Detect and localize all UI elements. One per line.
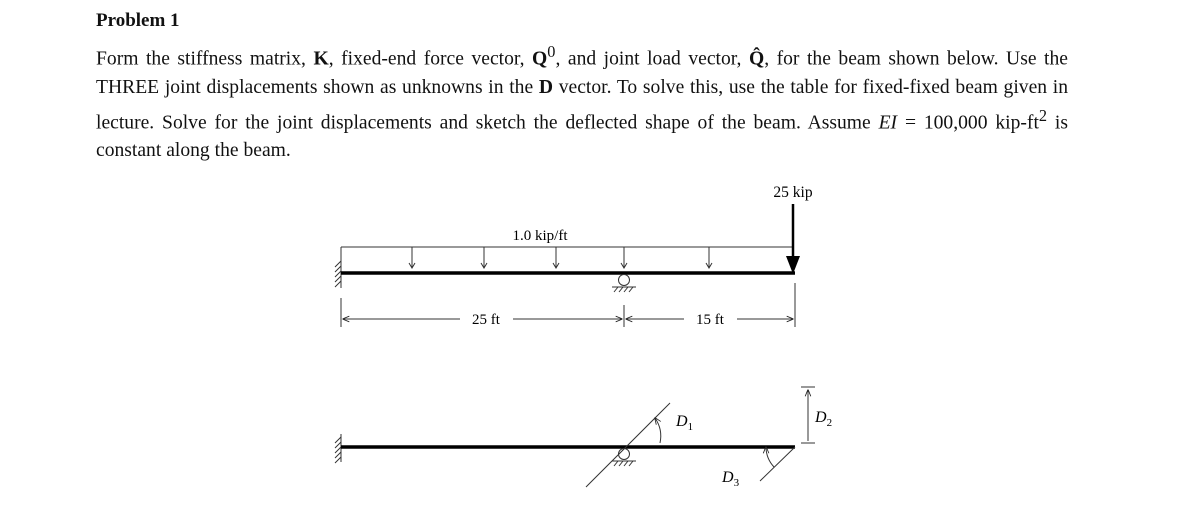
fixed-support-left-lower — [335, 434, 341, 463]
statement-text-7: is constant along the beam. — [96, 112, 1068, 162]
statement-text-4: , for the beam shown below. Use the THREE joint displacements shown as unknowns in the — [96, 48, 1068, 98]
rotation-d3-indicator — [760, 447, 795, 481]
stiffness-matrix-symbol: K — [313, 48, 329, 70]
joint-load-symbol: Q̂ — [748, 48, 765, 70]
point-load-label: 25 kip — [773, 184, 813, 201]
statement-text-1: Form the stiffness matrix, — [96, 48, 314, 70]
ft-squared-superscript: 2 — [1038, 105, 1048, 125]
displacement-vector-symbol: D — [538, 76, 554, 98]
problem-title: Problem 1 — [96, 10, 180, 31]
statement-text-6: = 100,000 kip-ft — [897, 112, 1039, 134]
d2-label: $D_2$ — [815, 409, 833, 429]
translation-d2-indicator — [801, 387, 815, 443]
span-2-dimension: 15 ft — [696, 312, 724, 328]
point-load-arrow — [786, 204, 800, 274]
statement-text-3: , and joint load vector, — [555, 48, 749, 70]
fixed-end-force-superscript: 0 — [547, 42, 556, 61]
fixed-end-force-symbol: Q — [532, 48, 548, 70]
distributed-load — [341, 247, 793, 268]
statement-text-2: , fixed-end force vector, — [328, 48, 533, 70]
d3-label: $D_3$ — [722, 469, 740, 489]
dimension-line — [341, 283, 795, 327]
rotation-d1-indicator — [586, 403, 670, 487]
ei-symbol: EI — [878, 112, 898, 134]
fixed-support-left — [335, 258, 341, 288]
pin-support-middle — [612, 275, 636, 293]
d1-label: $D_1$ — [676, 413, 694, 433]
statement-text-5: vector. To solve this, use the table for fixed-fixed beam given in lecture. Solve for the joint displacements and sketch the deflected shape of the beam. Assume — [96, 76, 1068, 134]
span-1-dimension: 25 ft — [472, 312, 500, 328]
distributed-load-label: 1.0 kip/ft — [512, 228, 568, 244]
